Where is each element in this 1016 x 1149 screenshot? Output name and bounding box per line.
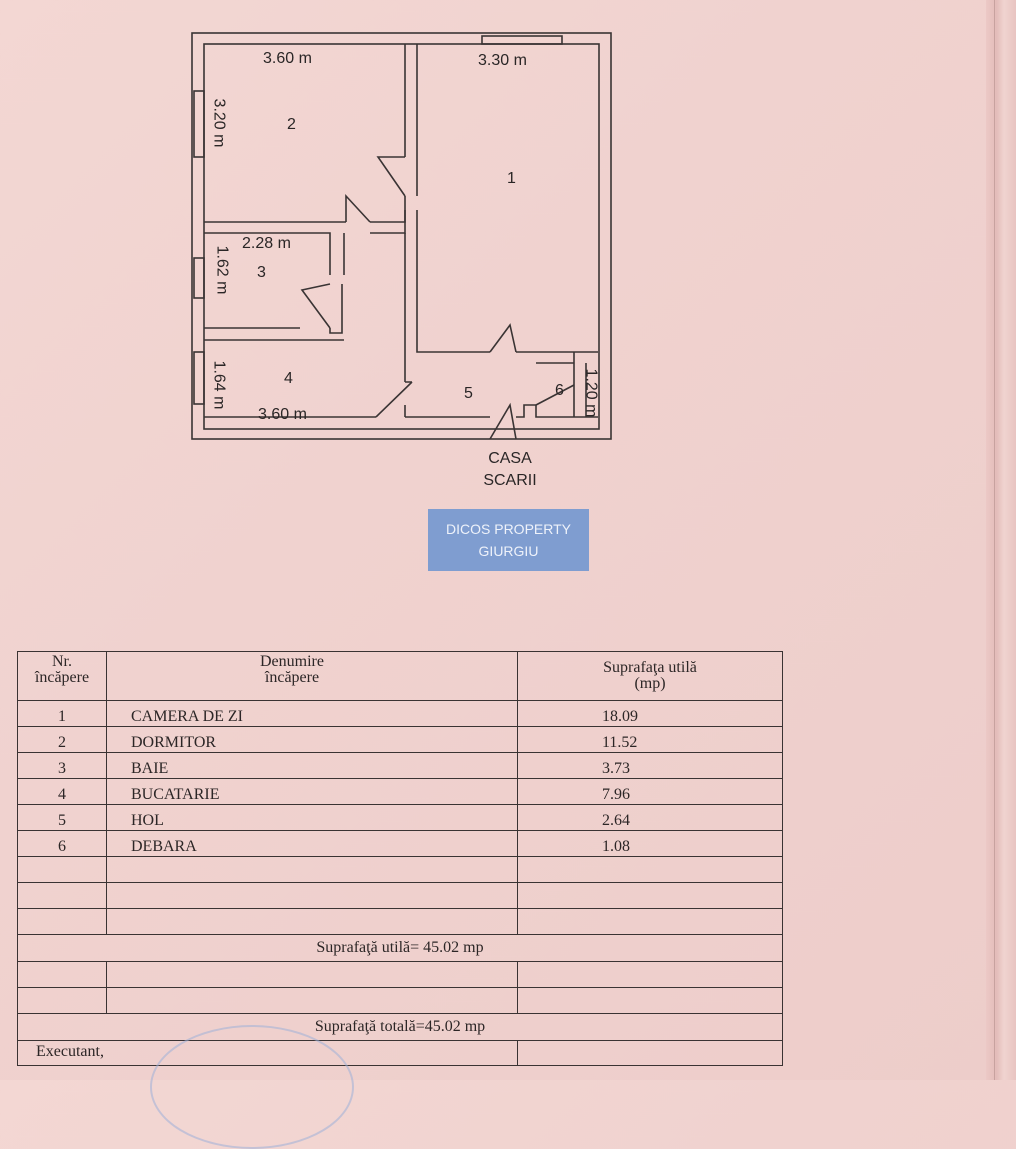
empty-cell [18,962,107,988]
row-nr: 2 [18,727,107,753]
empty-cell [107,988,518,1014]
dim-room1-width: 3.30 m [478,52,527,69]
table-row [18,779,783,805]
room-number-1: 1 [507,170,516,187]
empty-cell [518,857,783,883]
row-area: 11.52 [518,727,783,753]
header-area-line2: (mp) [634,675,666,692]
header-area-line1: Suprafaţa utilă [603,659,697,676]
row-area: 2.64 [518,805,783,831]
empty-cell [18,909,107,935]
empty-cell [518,883,783,909]
room-number-6: 6 [555,382,564,399]
empty-cell [107,909,518,935]
wall-room2-room1 [417,44,598,352]
room-number-2: 2 [287,116,296,133]
empty-cell [518,988,783,1014]
row-area: 7.96 [518,779,783,805]
row-area: 3.73 [518,753,783,779]
row-name: CAMERA DE ZI [107,701,518,727]
window-top [482,36,562,44]
table-row [18,727,783,753]
executant-signature-cell [518,1041,783,1066]
room-number-5: 5 [464,385,473,402]
door-swing-2 [346,196,370,222]
row-name: DORMITOR [107,727,518,753]
useful-area-total: Suprafaţă utilă= 45.02 mp [18,935,783,962]
table-row [18,701,783,727]
watermark-line2: GIURGIU [478,543,539,559]
empty-row [18,962,783,988]
empty-cell [18,883,107,909]
dim-room6-height: 1.20 m [582,368,600,418]
total-area-row [18,1014,783,1041]
header-name-line1: Denumire [260,653,324,670]
stairwell-label-line1: CASA [488,450,532,467]
row-nr: 6 [18,831,107,857]
door-swing-6 [490,405,516,439]
row-area: 1.08 [518,831,783,857]
row-name: HOL [107,805,518,831]
row-area: 18.09 [518,701,783,727]
window-room2 [194,91,204,157]
header-nr-line2: încăpere [34,669,90,686]
table-row [18,805,783,831]
door-swing-3 [302,284,330,328]
watermark-line1: DICOS PROPERTY [446,521,571,537]
door-swing-5 [490,325,516,352]
empty-row [18,857,783,883]
header-area [518,652,783,701]
row-name: DEBARA [107,831,518,857]
window-room4 [194,352,204,404]
row-name: BAIE [107,753,518,779]
empty-cell [518,909,783,935]
empty-cell [107,857,518,883]
stamp-seal [150,1025,354,1149]
room-number-3: 3 [257,264,266,281]
table-header-row [18,652,783,701]
row-nr: 4 [18,779,107,805]
empty-row [18,909,783,935]
empty-cell [18,857,107,883]
rooms-table [17,651,783,1066]
useful-area-total-row [18,935,783,962]
dim-room2-height: 3.20 m [210,98,228,148]
floor-plan [0,0,1016,500]
table-row [18,753,783,779]
door-swing-1 [378,157,405,196]
header-nr-line1: Nr. [52,653,72,670]
empty-cell [18,988,107,1014]
empty-row [18,988,783,1014]
window-room3 [194,258,204,298]
row-nr: 3 [18,753,107,779]
watermark-logo [428,509,589,571]
executant-row [18,1041,783,1066]
total-area: Suprafaţă totală=45.02 mp [18,1014,783,1041]
row-name: BUCATARIE [107,779,518,805]
empty-cell [107,883,518,909]
empty-row [18,883,783,909]
executant-label: Executant, [18,1041,518,1066]
door-swing-4 [376,382,412,417]
dim-room2-width: 3.60 m [263,50,312,67]
row-nr: 1 [18,701,107,727]
dim-room4-width: 3.60 m [258,406,307,423]
dim-room3-height: 1.62 m [213,245,231,295]
header-name-line2: încăpere [264,669,320,686]
room2-wall [204,44,405,222]
row-nr: 5 [18,805,107,831]
stairwell-label-line2: SCARII [483,472,537,489]
stairwell-label [455,448,565,492]
empty-cell [107,962,518,988]
dim-room3-width: 2.28 m [242,235,291,252]
table-row [18,831,783,857]
dim-room4-height: 1.64 m [210,360,228,410]
empty-cell [518,962,783,988]
header-name [107,652,518,701]
room-number-4: 4 [284,370,293,387]
